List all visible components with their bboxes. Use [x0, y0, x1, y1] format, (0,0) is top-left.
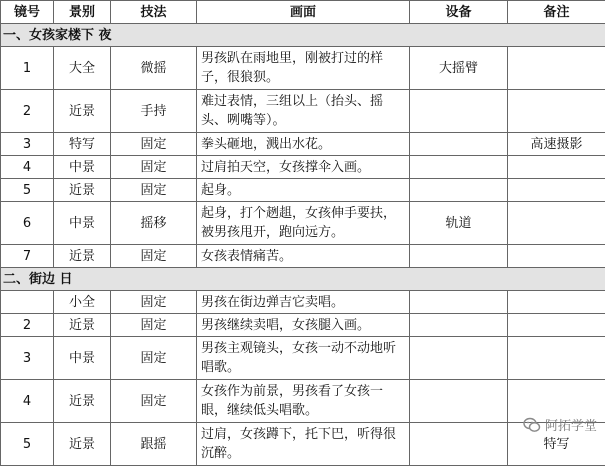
cell-picture: 男孩在街边弹吉它卖唱。: [197, 291, 410, 314]
cell-picture: 男孩趴在雨地里，刚被打过的样子，很狼狈。: [197, 47, 410, 90]
cell-equipment: [410, 380, 508, 423]
cell-picture: 女孩作为前景，男孩看了女孩一眼，继续低头唱歌。: [197, 380, 410, 423]
wechat-icon: [523, 416, 541, 434]
cell-equipment: [410, 423, 508, 466]
header-scale: 景别: [54, 1, 111, 24]
cell-scale: 中景: [54, 156, 111, 179]
header-picture: 画面: [197, 1, 410, 24]
table-row: [1, 423, 605, 466]
cell-shot-no: 7: [1, 245, 54, 268]
cell-equipment: [410, 133, 508, 156]
header-notes: 备注: [508, 1, 605, 24]
cell-technique: 固定: [111, 380, 197, 423]
cell-equipment: [410, 156, 508, 179]
cell-technique: 手持: [111, 90, 197, 133]
cell-shot-no: 4: [1, 156, 54, 179]
cell-scale: 近景: [54, 179, 111, 202]
header-shot-no: 镜号: [1, 1, 54, 24]
cell-notes: 特写: [508, 423, 605, 466]
cell-scale: 近景: [54, 90, 111, 133]
cell-picture: 过肩，女孩蹲下，托下巴，听得很沉醉。: [197, 423, 410, 466]
cell-shot-no: 5: [1, 179, 54, 202]
table-row: [1, 314, 605, 337]
cell-notes: [508, 291, 605, 314]
cell-notes: [508, 90, 605, 133]
cell-notes: [508, 179, 605, 202]
cell-shot-no: 3: [1, 337, 54, 380]
cell-scale: 近景: [54, 314, 111, 337]
section-title: 一、女孩家楼下 夜: [1, 24, 605, 47]
cell-picture: 女孩表情痛苦。: [197, 245, 410, 268]
cell-shot-no: 4: [1, 380, 54, 423]
cell-shot-no: 6: [1, 202, 54, 245]
watermark-text: 阿拓学堂: [544, 419, 597, 434]
cell-scale: 近景: [54, 423, 111, 466]
cell-technique: 固定: [111, 314, 197, 337]
table-row: [1, 245, 605, 268]
section-row: [1, 24, 605, 47]
cell-technique: 固定: [111, 337, 197, 380]
section-title: 二、街边 日: [1, 268, 605, 291]
cell-technique: 固定: [111, 179, 197, 202]
cell-shot-no: [1, 291, 54, 314]
cell-shot-no: 2: [1, 314, 54, 337]
table-row: [1, 133, 605, 156]
cell-technique: 固定: [111, 291, 197, 314]
table-row: [1, 156, 605, 179]
cell-shot-no: 1: [1, 47, 54, 90]
cell-shot-no: 5: [1, 423, 54, 466]
cell-scale: 小全: [54, 291, 111, 314]
cell-shot-no: 3: [1, 133, 54, 156]
cell-notes: [508, 202, 605, 245]
cell-equipment: 轨道: [410, 202, 508, 245]
cell-scale: 近景: [54, 245, 111, 268]
watermark: [523, 415, 597, 434]
cell-scale: 中景: [54, 202, 111, 245]
cell-scale: 特写: [54, 133, 111, 156]
header-technique: 技法: [111, 1, 197, 24]
cell-picture: 男孩继续卖唱，女孩腿入画。: [197, 314, 410, 337]
table-row: [1, 380, 605, 423]
cell-technique: 跟摇: [111, 423, 197, 466]
table-row: [1, 291, 605, 314]
cell-equipment: [410, 90, 508, 133]
cell-equipment: [410, 179, 508, 202]
table-row: [1, 47, 605, 90]
cell-equipment: [410, 291, 508, 314]
cell-notes: [508, 245, 605, 268]
cell-technique: 固定: [111, 133, 197, 156]
cell-technique: 固定: [111, 245, 197, 268]
cell-technique: 摇移: [111, 202, 197, 245]
cell-picture: 起身，打个趔趄，女孩伸手要扶，被男孩甩开，跑向远方。: [197, 202, 410, 245]
cell-technique: 微摇: [111, 47, 197, 90]
table-row: [1, 179, 605, 202]
cell-equipment: [410, 314, 508, 337]
cell-picture: 过肩拍天空，女孩撑伞入画。: [197, 156, 410, 179]
header-equipment: 设备: [410, 1, 508, 24]
table-row: [1, 202, 605, 245]
table-row: [1, 90, 605, 133]
cell-equipment: [410, 337, 508, 380]
cell-notes: [508, 47, 605, 90]
cell-picture: 拳头砸地，溅出水花。: [197, 133, 410, 156]
cell-picture: 难过表情，三组以上（抬头、摇头、咧嘴等）。: [197, 90, 410, 133]
cell-picture: 起身。: [197, 179, 410, 202]
section-row: [1, 268, 605, 291]
cell-equipment: 大摇臂: [410, 47, 508, 90]
cell-technique: 固定: [111, 156, 197, 179]
cell-shot-no: 2: [1, 90, 54, 133]
cell-scale: 大全: [54, 47, 111, 90]
header-row: [1, 1, 605, 24]
cell-notes: [508, 337, 605, 380]
cell-picture: 男孩主观镜头，女孩一动不动地听唱歌。: [197, 337, 410, 380]
cell-notes: [508, 156, 605, 179]
cell-scale: 中景: [54, 337, 111, 380]
cell-notes: [508, 314, 605, 337]
table-row: [1, 337, 605, 380]
cell-notes: 高速摄影: [508, 133, 605, 156]
cell-equipment: [410, 245, 508, 268]
cell-scale: 近景: [54, 380, 111, 423]
